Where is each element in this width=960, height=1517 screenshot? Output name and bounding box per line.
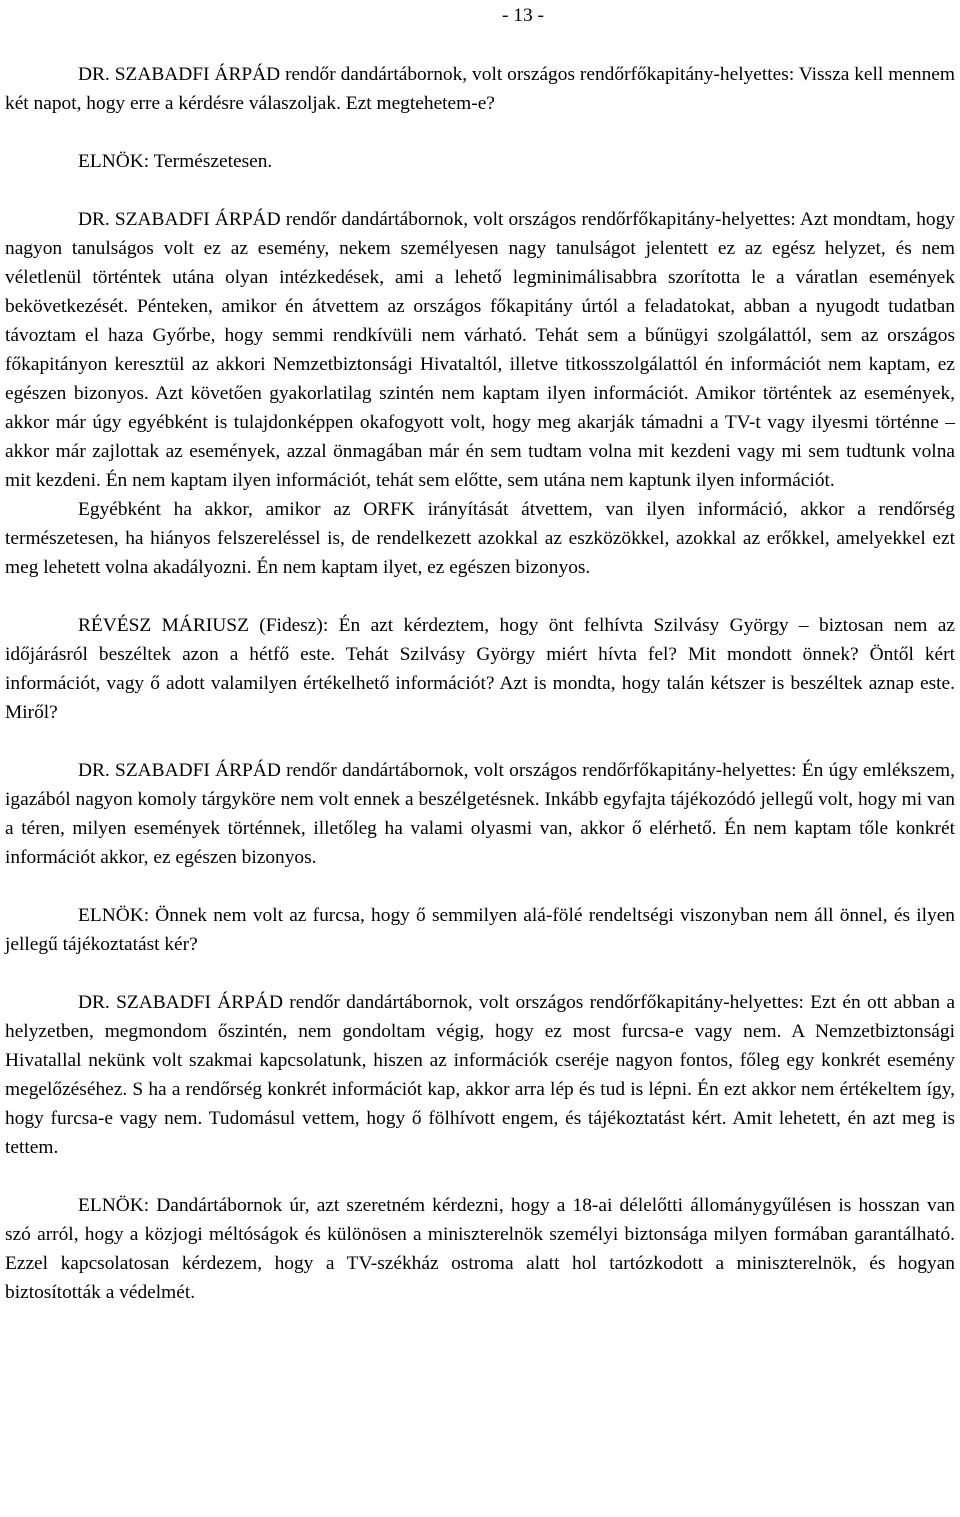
paragraph-revesz-1: RÉVÉSZ MÁRIUSZ (Fidesz): Én azt kérdeztem, hogy önt felhívta Szilvásy György – biztosan nem az időjárásról beszéltek azon a hétfő este. Tehát Szilvásy György miért hívta fel? Mit mondott önnek? Öntől kért információt, vagy ő adott valamilyen értékelhető információt? Azt is mondta, hogy talán kétszer is beszéltek aznap este. Miről? xyxy=(5,615,955,723)
paragraph-szabadfi-1: DR. SZABADFI ÁRPÁD rendőr dandártábornok, volt országos rendőrfőkapitány-helyettes: Vissza kell mennem két napot, hogy erre a kérdésre válaszoljak. Ezt megtehetem-e? xyxy=(5,64,955,114)
paragraph-elnok-2: ELNÖK: Önnek nem volt az furcsa, hogy ő semmilyen alá-fölé rendeltségi viszonyban nem áll önnel, és ilyen jellegű tájékoztatást kér? xyxy=(5,905,955,955)
document-body xyxy=(5,60,955,1307)
paragraph-elnok-3: ELNÖK: Dandártábornok úr, azt szeretném kérdezni, hogy a 18-ai délelőtti állománygyűlésen is hosszan van szó arról, hogy a közjogi méltóságok és különösen a miniszterelnök személyi biztonsága milyen formában garantálható. Ezzel kapcsolatosan kérdezem, hogy a TV-székház ostroma alatt hol tartózkodott a miniszterelnök, és hogyan biztosították a védelmét. xyxy=(5,1195,955,1303)
page-number: - 13 - xyxy=(501,5,544,26)
paragraph-szabadfi-3: DR. SZABADFI ÁRPÁD rendőr dandártábornok, volt országos rendőrfőkapitány-helyettes: Én úgy emlékszem, igazából nagyon komoly tárgyköre nem volt ennek a beszélgetésnek. Inkább egyfajta tájékozódó jellegű volt, hogy mi van a téren, milyen események történnek, illetőleg ha valami olyasmi van, akkor ő elérhető. Én nem kaptam tőle konkrét információt akkor, ez egészen bizonyos. xyxy=(5,760,955,868)
paragraph-szabadfi-2-continued: Egyébként ha akkor, amikor az ORFK irányítását átvettem, van ilyen információ, akkor a rendőrség természetesen, ha hiányos felszereléssel is, de rendelkezett azokkal az eszközökkel, azokkal az erőkkel, amelyekkel ezt meg lehetett volna akadályozni. Én nem kaptam ilyet, ez egészen bizonyos. xyxy=(5,499,955,578)
paragraph-elnok-1: ELNÖK: Természetesen. xyxy=(78,151,273,172)
paragraph-szabadfi-4: DR. SZABADFI ÁRPÁD rendőr dandártábornok, volt országos rendőrfőkapitány-helyettes: Ezt én ott abban a helyzetben, megmondom őszintén, nem gondoltam végig, hogy ez most furcsa-e vagy nem. A Nemzetbiztonsági Hivatallal nekünk volt szakmai kapcsolatunk, hiszen az információk cseréje nagyon fontos, főleg egy konkrét esemény megelőzéséhez. S ha a rendőrség konkrét információt kap, akkor arra lép és tud is lépni. Én ezt akkor nem értékeltem így, hogy furcsa-e vagy nem. Tudomásul vettem, hogy ő fölhívott engem, és tájékoztatást kért. Amit lehetett, én azt meg is tettem. xyxy=(5,992,955,1158)
paragraph-szabadfi-2: DR. SZABADFI ÁRPÁD rendőr dandártábornok, volt országos rendőrfőkapitány-helyettes: Azt mondtam, hogy nagyon tanulságos volt ez az esemény, nekem személyesen nagy tanulságot jelentett ez az egész helyzet, és nem véletlenül történtek utána olyan intézkedések, ami a lehető legminimálisabbra szorította le a váratlan események bekövetkezését. Pénteken, amikor én átvettem az országos főkapitány úrtól a feladatokat, abban a nyugodt tudatban távoztam el haza Győrbe, hogy semmi rendkívüli nem várható. Tehát sem a bűnügyi szolgálattól, sem az országos főkapitányon keresztül az akkori Nemzetbiztonsági Hivataltól, illetve titkosszolgálattól én információt nem kaptam, ez egészen bizonyos. Azt követően gyakorlatilag szintén nem kaptam ilyen információt. Amikor történtek az események, akkor már úgy egyébként is tulajdonképpen okafogyott volt, hogy meg akarják támadni a TV-t vagy ilyesmi történne – akkor már zajlottak az események, azzal önmagában már én sem tudtam volna mit kezdeni vagy mi sem tudtunk volna mit kezdeni. Én nem kaptam ilyen információt, tehát sem előtte, sem utána nem kaptunk ilyen információt. xyxy=(5,209,955,491)
